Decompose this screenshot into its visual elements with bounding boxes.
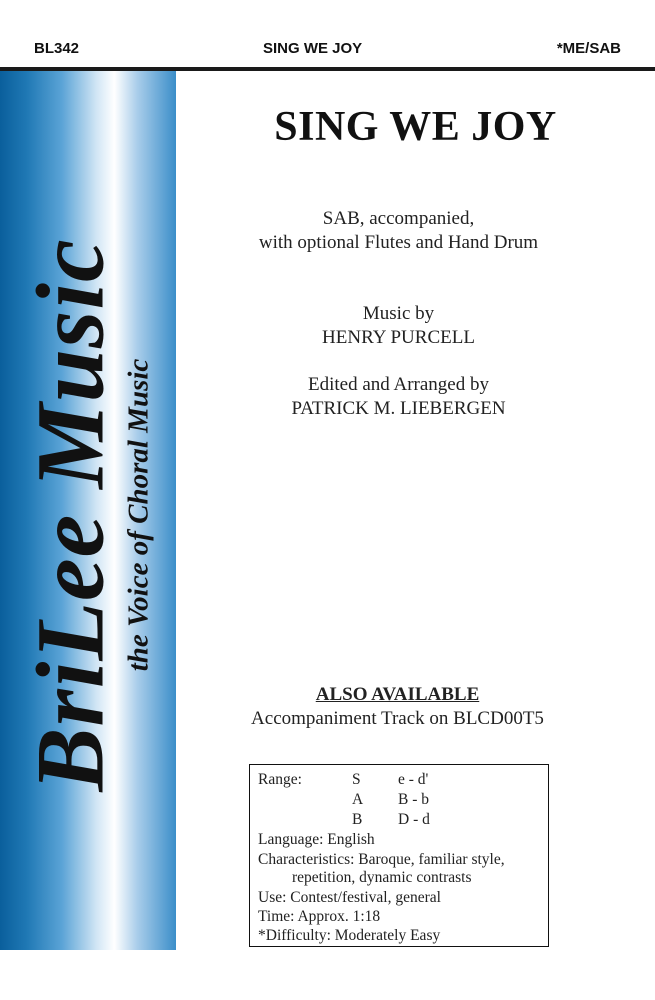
range-value: e - d' <box>398 771 429 788</box>
music-by-label: Music by <box>362 303 435 324</box>
accompaniment-track: Accompaniment Track on BLCD00T5 <box>251 708 544 729</box>
voicing-code: *ME/SAB <box>556 40 621 57</box>
voicing-line-1: SAB, accompanied, <box>322 208 475 229</box>
range-voice: A <box>352 791 364 808</box>
voicing-line-2: with optional Flutes and Hand Drum <box>258 232 539 253</box>
composer-name: HENRY PURCELL <box>322 327 475 348</box>
publisher-logo <box>16 238 155 792</box>
time: Time: Approx. 1:18 <box>258 908 381 925</box>
characteristics-continued: repetition, dynamic contrasts <box>292 869 472 886</box>
characteristics: Characteristics: Baroque, familiar style, <box>258 851 505 868</box>
range-value: D - d <box>398 811 430 828</box>
use: Use: Contest/festival, general <box>258 889 441 906</box>
edited-label: Edited and Arranged by <box>308 374 489 395</box>
header-title: SING WE JOY <box>263 40 363 57</box>
page-title: SING WE JOY <box>274 104 557 150</box>
language: Language: English <box>258 831 375 848</box>
publisher-tagline: the Voice of Choral Music <box>122 358 155 672</box>
publisher-brand: BriLee Music <box>16 238 124 792</box>
range-voice: B <box>352 811 363 828</box>
range-voice: S <box>352 771 361 788</box>
also-available-heading: ALSO AVAILABLE <box>315 684 480 705</box>
range-value: B - b <box>398 791 429 808</box>
difficulty: *Difficulty: Moderately Easy <box>258 927 441 944</box>
arranger-name: PATRICK M. LIEBERGEN <box>291 398 506 419</box>
range-label: Range: <box>258 771 302 788</box>
catalog-number: BL342 <box>34 40 80 57</box>
info-box <box>249 764 549 947</box>
